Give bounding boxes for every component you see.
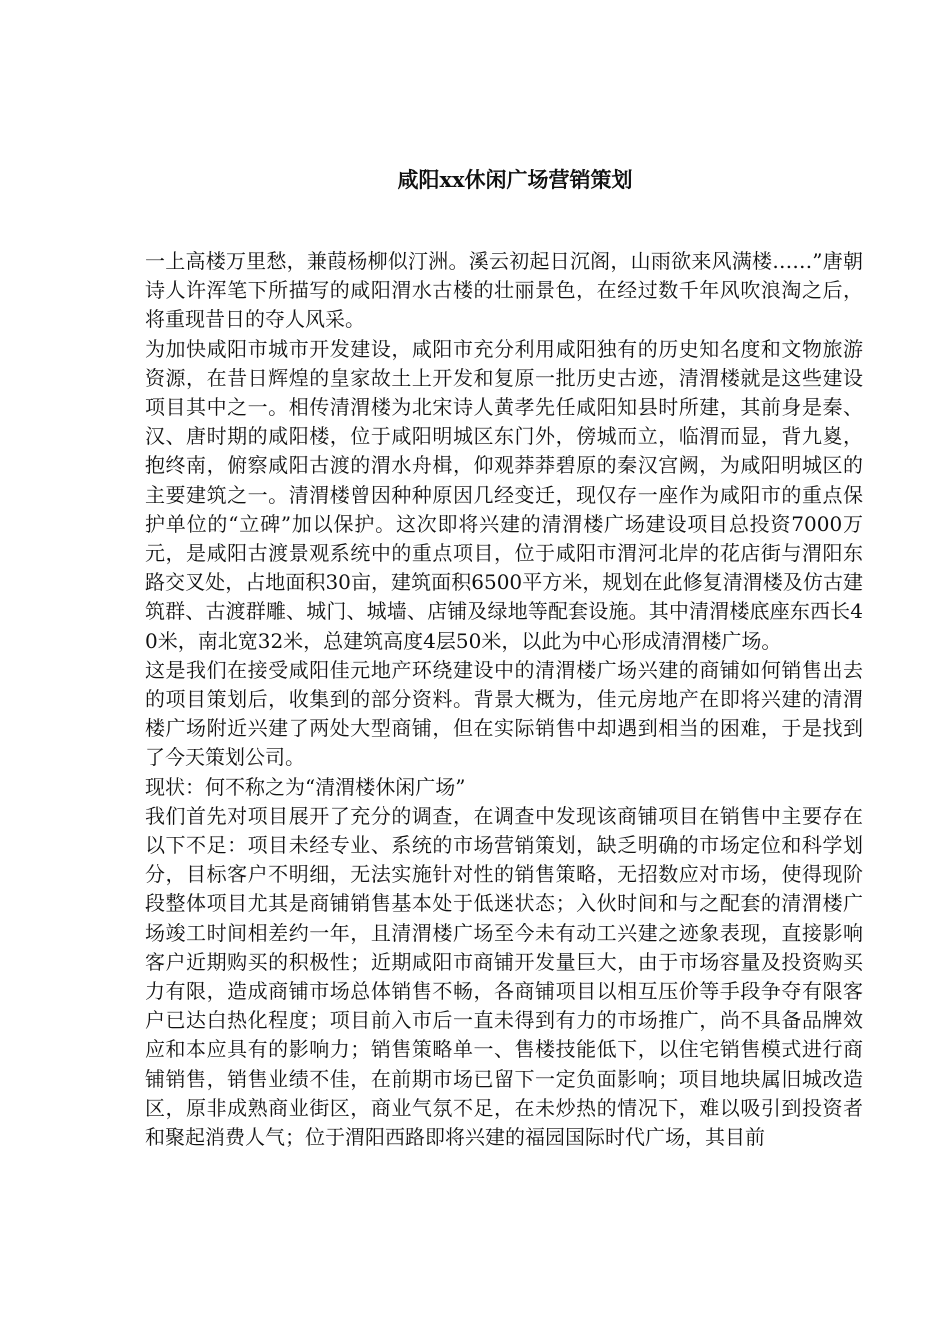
paragraph-intro-poem: 一上高楼万里愁，兼葭杨柳似汀洲。溪云初起日沉阁，山雨欲来风满楼……”唐朝诗人许浑笔下所描写的咸阳渭水古楼的壮丽景色，在经过数千年风吹浪淘之后，将重现昔日的夺人风采。 [145, 249, 863, 332]
document-body [145, 247, 863, 1152]
paragraph-survey-findings: 我们首先对项目展开了充分的调查，在调查中发现该商铺项目在销售中主要存在以下不足：项目未经专业、系统的市场营销策划，缺乏明确的市场定位和科学划分，目标客户不明细，无法实施针对性的销售策略，无招数应对市场，使得现阶段整体项目尤其是商铺销售基本处于低迷状态；入伙时间和与之配套的清渭楼广场竣工时间相差约一年，且清渭楼广场至今未有动工兴建之迹象表现，直接影响客户近期购买的积极性；近期咸阳市商铺开发量巨大，由于市场容量及投资购买力有限，造成商铺市场总体销售不畅，各商铺项目以相互压价等手段争夺有限客户已达白热化程度；项目前入市后一直未得到有力的市场推广，尚不具备品牌效应和本应具有的影响力；销售策略单一、售楼技能低下，以住宅销售模式进行商铺销售，销售业绩不佳，在前期市场已留下一定负面影响；项目地块属旧城改造区，原非成熟商业街区，商业气氛不足，在未炒热的情况下，难以吸引到投资者和聚起消费人气；位于渭阳西路即将兴建的福园国际时代广场，其目前 [145, 803, 863, 1150]
paragraph-status-heading: 现状：何不称之为“清渭楼休闲广场” [145, 774, 466, 799]
document-title: 咸阳xx休闲广场营销策划 [397, 167, 633, 192]
paragraph-project-context: 这是我们在接受咸阳佳元地产环绕建设中的清渭楼广场兴建的商铺如何销售出去的项目策划后，收集到的部分资料。背景大概为，佳元房地产在即将兴建的清渭楼广场附近兴建了两处大型商铺，但在实际销售中却遇到相当的困难，于是找到了今天策划公司。 [145, 657, 863, 770]
paragraph-background: 为加快咸阳市城市开发建设，咸阳市充分利用咸阳独有的历史知名度和文物旅游资源，在昔日辉煌的皇家故土上开发和复原一批历史古迹，清渭楼就是这些建设项目其中之一。相传清渭楼为北宋诗人黄孝先任咸阳知县时所建，其前身是秦、汉、唐时期的咸阳楼，位于咸阳明城区东门外，傍城而立，临渭而显，背九嵏，抱终南，俯察咸阳古渡的渭水舟楫，仰观莽莽碧原的秦汉宫阙，为咸阳明城区的主要建筑之一。清渭楼曾因种种原因几经变迁，现仅存一座作为咸阳市的重点保护单位的“立碑”加以保护。这次即将兴建的清渭楼广场建设项目总投资7000万元，是咸阳古渡景观系统中的重点项目，位于咸阳市渭河北岸的花店街与渭阳东路交叉处，占地面积30亩，建筑面积6500平方米，规划在此修复清渭楼及仿古建筑群、古渡群雕、城门、城墙、店铺及绿地等配套设施。其中清渭楼底座东西长40米，南北宽32米，总建筑高度4层50米，以此为中心形成清渭楼广场。 [145, 336, 863, 653]
